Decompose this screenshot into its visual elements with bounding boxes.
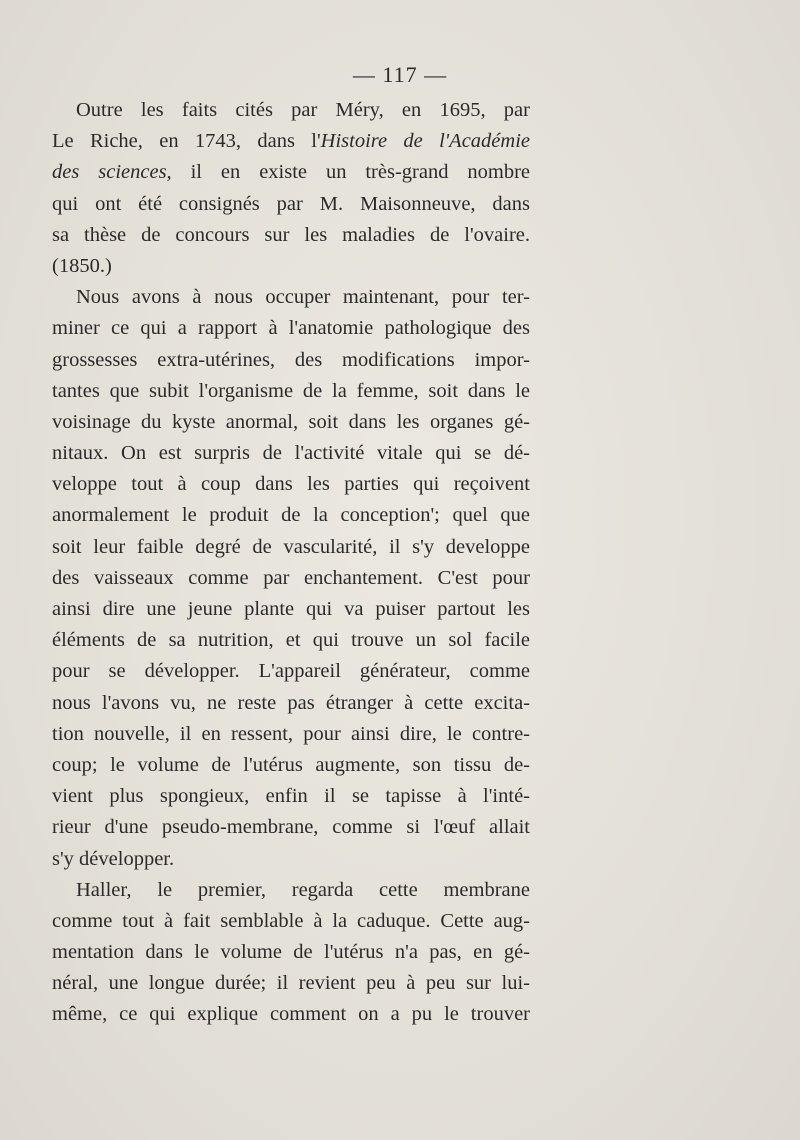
text-segment: qui ont été consignés par M. Maisonneuve, dans xyxy=(52,192,530,215)
text-line xyxy=(52,937,530,968)
text-line xyxy=(52,594,530,625)
text-line xyxy=(52,656,530,687)
text-segment: nous l'avons vu, ne reste pas étranger à cette excita- xyxy=(52,691,530,714)
body-text xyxy=(52,95,530,1031)
text-line xyxy=(52,438,530,469)
text-segment: tantes que subit l'organisme de la femme, soit dans le xyxy=(52,379,530,402)
text-segment: éléments de sa nutrition, et qui trouve un sol facile xyxy=(52,629,530,652)
text-line xyxy=(52,968,530,999)
text-line xyxy=(52,126,530,157)
italic-text: Histoire de l'Académie xyxy=(320,130,530,153)
text-segment: mentation dans le volume de l'utérus n'a pas, en gé- xyxy=(52,941,530,964)
text-segment: anormalement le produit de la conception'; quel que xyxy=(52,504,530,527)
page-number: — 117 — xyxy=(352,62,448,87)
text-segment: Nous avons à nous occuper maintenant, pour ter- xyxy=(76,286,530,309)
text-segment: néral, une longue durée; il revient peu à peu sur lui- xyxy=(52,972,530,995)
text-segment: comme tout à fait semblable à la caduque. Cette aug- xyxy=(52,909,530,932)
text-line xyxy=(52,688,530,719)
text-segment: veloppe tout à coup dans les parties qui reçoivent xyxy=(52,473,530,496)
text-line xyxy=(52,157,530,188)
text-line xyxy=(52,812,530,843)
text-segment: miner ce qui a rapport à l'anatomie pathologique des xyxy=(52,317,530,340)
paragraph xyxy=(52,95,530,282)
text-segment: pour se développer. L'appareil générateur, comme xyxy=(52,660,530,683)
text-line xyxy=(52,407,530,438)
text-segment: grossesses extra-utérines, des modifications impor- xyxy=(52,348,530,371)
paragraph xyxy=(52,875,530,1031)
text-segment: rieur d'une pseudo-membrane, comme si l'œuf allait xyxy=(52,816,530,839)
text-line xyxy=(52,999,530,1030)
text-segment: (1850.) xyxy=(52,254,112,277)
text-segment: soit leur faible degré de vascularité, il s'y developpe xyxy=(52,535,530,558)
text-line xyxy=(52,625,530,656)
text-line xyxy=(52,906,530,937)
text-segment: tion nouvelle, il en ressent, pour ainsi dire, le contre- xyxy=(52,722,530,745)
text-segment: il en existe un très-grand nombre xyxy=(171,161,531,184)
text-segment: vient plus spongieux, enfin il se tapisse à l'inté- xyxy=(52,785,530,808)
text-line xyxy=(52,313,530,344)
text-segment: Le Riche, en 1743, dans l' xyxy=(52,130,321,153)
text-line xyxy=(52,781,530,812)
text-line xyxy=(52,189,530,220)
text-line xyxy=(52,719,530,750)
text-segment: voisinage du kyste anormal, soit dans les organes gé- xyxy=(52,410,530,433)
text-line xyxy=(52,345,530,376)
text-line xyxy=(52,282,530,313)
text-segment: Haller, le premier, regarda cette membrane xyxy=(76,878,530,901)
text-segment: s'y développer. xyxy=(52,847,175,870)
text-line xyxy=(52,563,530,594)
text-line xyxy=(52,875,530,906)
text-segment: ainsi dire une jeune plante qui va puiser partout les xyxy=(52,598,530,620)
text-line xyxy=(52,251,530,282)
text-line xyxy=(52,376,530,407)
italic-text: des sciences, xyxy=(52,161,172,184)
paragraph xyxy=(52,282,530,875)
text-segment: nitaux. On est surpris de l'activité vitale qui se dé- xyxy=(52,442,530,465)
text-line xyxy=(52,500,530,531)
text-segment: Outre les faits cités par Méry, en 1695, par xyxy=(76,99,530,121)
text-line xyxy=(52,220,530,251)
text-segment: sa thèse de concours sur les maladies de l'ovaire. xyxy=(52,223,530,246)
text-line xyxy=(52,95,530,126)
text-line xyxy=(52,532,530,563)
text-segment: même, ce qui explique comment on a pu le trouver xyxy=(52,1003,530,1026)
text-line xyxy=(52,844,530,875)
text-line xyxy=(52,469,530,500)
text-line xyxy=(52,750,530,781)
text-segment: coup; le volume de l'utérus augmente, son tissu de- xyxy=(52,753,530,776)
text-segment: des vaisseaux comme par enchantement. C'est pour xyxy=(52,566,530,589)
